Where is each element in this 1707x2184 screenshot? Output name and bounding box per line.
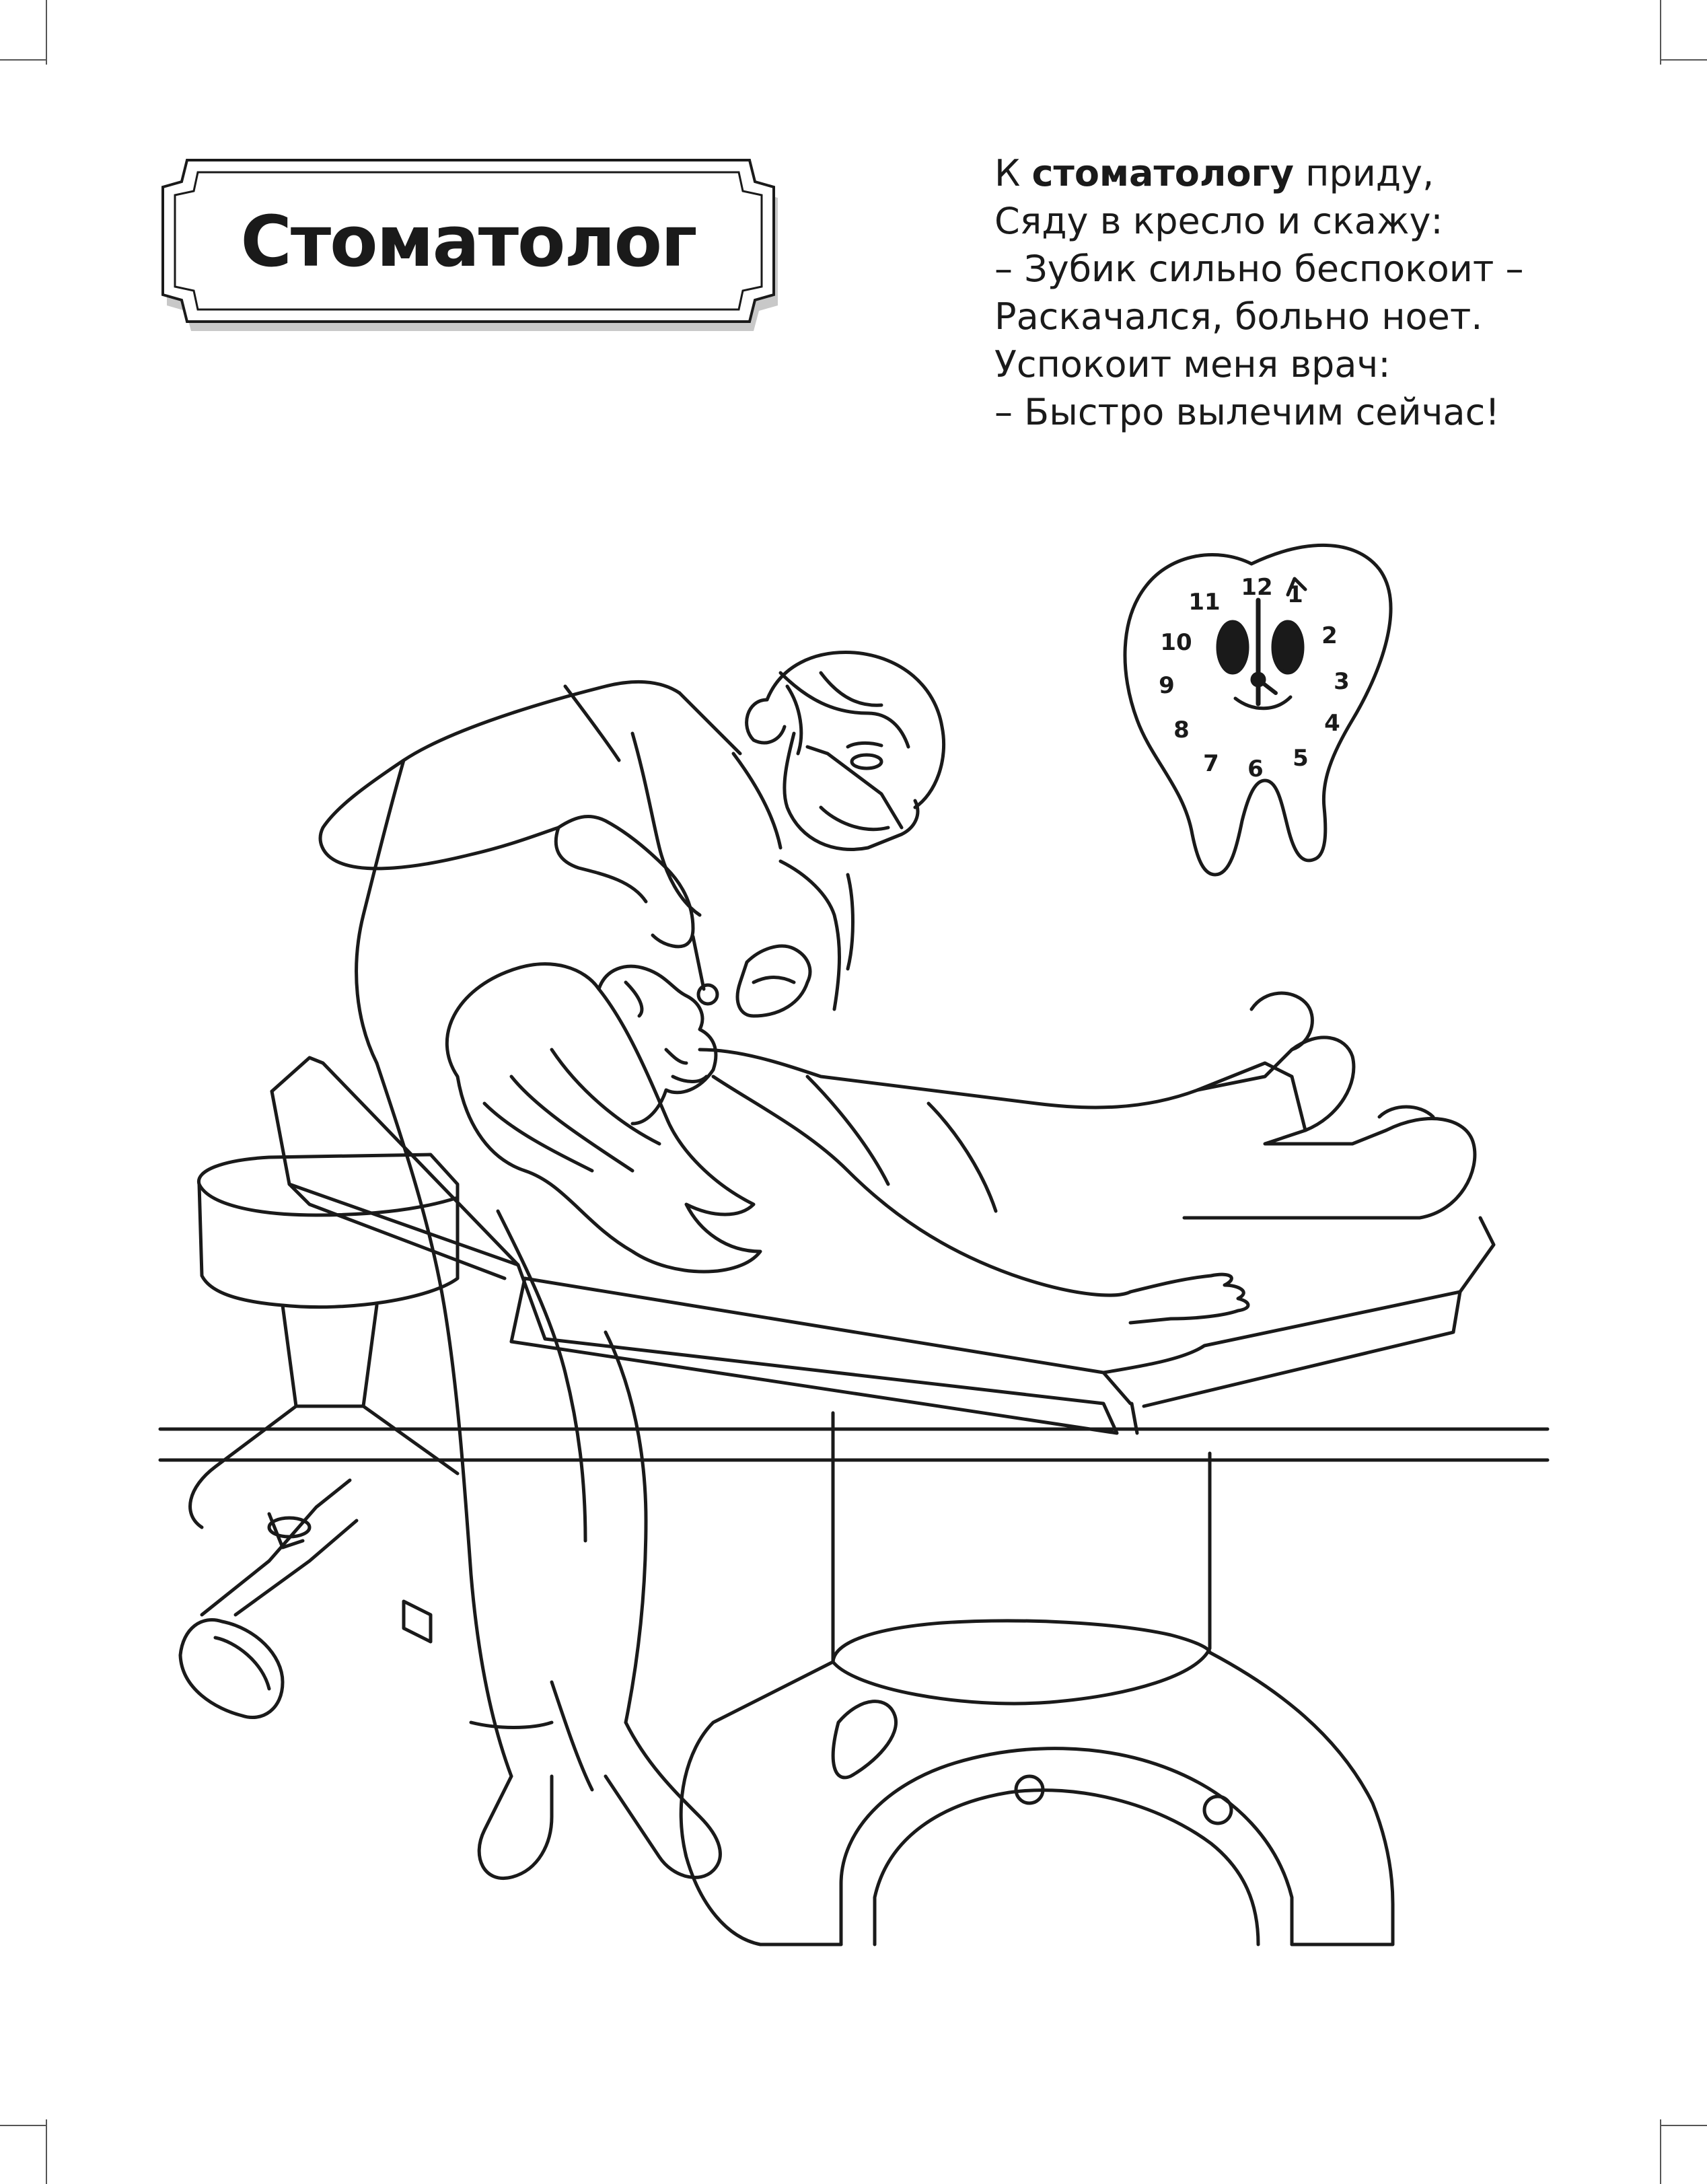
poem-line-1: К стоматологу приду, <box>994 152 1434 194</box>
poem-line-6: – Быстро вылечим сейчас! <box>994 391 1500 433</box>
clock-number-1: 1 <box>1287 581 1303 608</box>
wall-lines <box>160 1429 1548 1460</box>
tooth-clock <box>1125 545 1391 875</box>
clock-number-3: 3 <box>1334 668 1350 695</box>
clock-number-10: 10 <box>1160 629 1192 656</box>
poem-line-4: Раскачался, больно ноет. <box>994 295 1483 338</box>
chair-base <box>681 1413 1393 1944</box>
clock-number-12: 12 <box>1241 574 1273 601</box>
poem-line-3: – Зубик сильно беспокоит – <box>994 248 1524 290</box>
patient-girl <box>447 964 1475 1323</box>
poem-line-5: Успокоит меня врач: <box>994 343 1391 386</box>
clock-number-9: 9 <box>1159 672 1175 699</box>
clock-number-8: 8 <box>1173 717 1190 743</box>
clock-number-6: 6 <box>1247 756 1264 782</box>
dentist-stool <box>180 1155 458 1718</box>
clock-number-4: 4 <box>1324 710 1340 737</box>
clock-number-2: 2 <box>1321 622 1338 649</box>
poem-bold-word: стоматологу <box>1031 152 1294 194</box>
dentist-figure <box>320 653 944 1879</box>
clock-number-11: 11 <box>1188 589 1221 616</box>
poem-line-2: Сяду в кресло и скажу: <box>994 200 1443 242</box>
clock-number-7: 7 <box>1203 750 1219 777</box>
clock-number-5: 5 <box>1293 745 1309 772</box>
page-title: Стоматолог <box>240 201 696 283</box>
